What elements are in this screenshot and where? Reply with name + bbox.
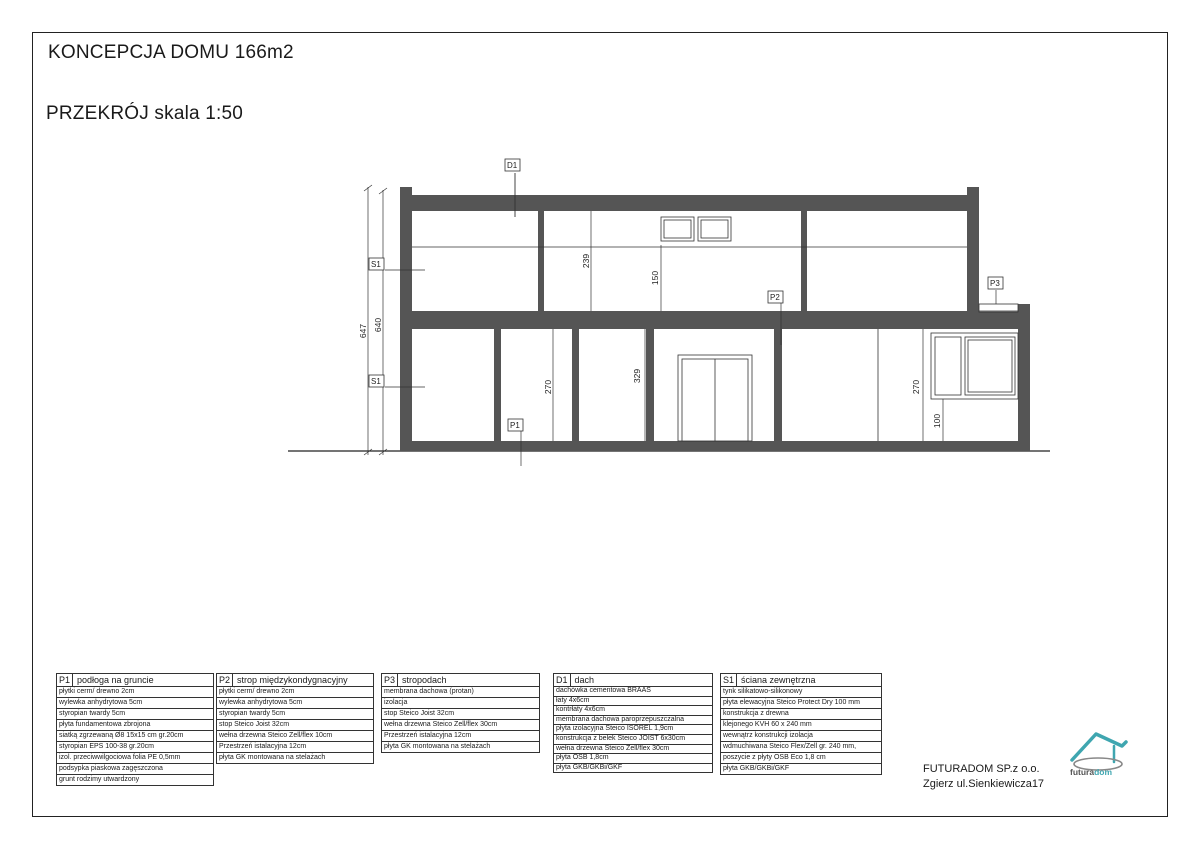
legend-row: płytki cerm/ drewno 2cm xyxy=(57,687,213,698)
legend-row: konstrukcja z belek Steico JOIST 6x30cm xyxy=(554,735,712,745)
floor-slab xyxy=(400,311,1022,329)
legend-title: dach xyxy=(574,675,595,685)
legend-row: poszycie z płyty OSB Eco 1,8 cm xyxy=(721,753,881,764)
legend-row: stop Steico Joist 32cm xyxy=(217,720,373,731)
legend-row: Przestrzeń istalacyjna 12cm xyxy=(382,731,539,742)
legend-code: D1 xyxy=(554,674,571,686)
tag-s1-lower xyxy=(369,375,425,387)
legend-row: wdmuchiwana Steico Flex/Zell gr. 240 mm, xyxy=(721,742,881,753)
dim-wall-height: 640 xyxy=(373,317,383,333)
legend-p2 xyxy=(216,673,374,764)
logo-wordmark: futuradom xyxy=(1070,767,1113,777)
svg-text:D1: D1 xyxy=(507,161,518,170)
section-scale-title: PRZEKRÓJ skala 1:50 xyxy=(46,103,244,124)
legend-row: klejonego KVH 60 x 240 mm xyxy=(721,720,881,731)
legend-row: izolacja xyxy=(382,698,539,709)
legend-row: wewnątrz konstrukcji izolacja xyxy=(721,731,881,742)
legend-row: grunt rodzimy utwardzony xyxy=(59,776,140,783)
tag-p3 xyxy=(988,277,1003,289)
legend-row: wełna drzewna Steico Zell/flex 30cm xyxy=(554,745,712,755)
legend-code: P3 xyxy=(382,674,398,686)
legend-row: wełna drzewna Steico Zell/flex 10cm xyxy=(217,731,373,742)
svg-text:P1: P1 xyxy=(510,421,520,430)
legend-row: wylewka anhydrytowa 5cm xyxy=(217,698,373,709)
drawing-title: KONCEPCJA DOMU 166m2 xyxy=(48,42,294,63)
upper-windows xyxy=(661,217,731,241)
legend-s1 xyxy=(720,673,882,775)
legend-row: płyta OSB 1,8cm xyxy=(554,754,712,764)
upper-partition-2 xyxy=(801,211,807,311)
ground-partition-4 xyxy=(774,329,782,441)
legend-row: wełna drzewna Steico Zell/flex 30cm xyxy=(382,720,539,731)
legend-row: membrana dachowa (protan) xyxy=(382,687,539,698)
legend-row: kontrłaty 4x6cm xyxy=(554,706,712,716)
legend-row: podsypka piaskowa zagęszczona xyxy=(57,764,213,775)
legend-code: P1 xyxy=(57,674,73,686)
tag-p2 xyxy=(768,291,783,303)
legend-row: membrana dachowa paroprzepuszczalna xyxy=(554,716,712,726)
legend-row: płyta fundamentowa zbrojona xyxy=(57,720,213,731)
legend-row: płyta GK montowana na stelażach xyxy=(219,754,326,761)
company-address: Zgierz ul.Sienkiewicza17 xyxy=(923,778,1045,790)
dim-upper-room: 239 xyxy=(581,253,591,269)
legend-row: siatką zgrzewaną Ø8 15x15 cm gr.20cm xyxy=(57,731,213,742)
legend-row: tynk silikatowo-silikonowy xyxy=(721,687,881,698)
tag-p1 xyxy=(508,419,523,431)
legend-row: styropian twardy 5cm xyxy=(217,709,373,720)
ground-slab xyxy=(400,441,1030,451)
svg-text:P2: P2 xyxy=(770,293,780,302)
legend-p1 xyxy=(56,673,214,786)
legend-p3 xyxy=(381,673,540,753)
svg-text:S1: S1 xyxy=(371,260,381,269)
legend-row: płyta GKB/GKBi/GKF xyxy=(556,763,623,771)
tag-s1-upper xyxy=(369,258,425,270)
legend-title: podłoga na gruncie xyxy=(77,675,154,685)
legend-row: Przestrzeń istalacyjna 12cm xyxy=(217,742,373,753)
legend-row: styropian twardy 5cm xyxy=(57,709,213,720)
ground-partition-2 xyxy=(572,329,579,441)
legend-code: P2 xyxy=(217,674,233,686)
legend-row: łaty 4x6cm xyxy=(554,697,712,707)
upper-partition-1 xyxy=(538,211,544,311)
dim-stair-void: 329 xyxy=(632,368,642,384)
legend-row: płyta elewacyjna Steico Protect Dry 100 mm xyxy=(721,698,881,709)
svg-text:P3: P3 xyxy=(990,279,1000,288)
legend-title: strop międzykondygnacyjny xyxy=(237,675,348,685)
ground-partition-1 xyxy=(494,329,501,441)
legend-row: płyta GKB/GKBi/GKF xyxy=(723,765,790,772)
legend-row: stop Steico Joist 32cm xyxy=(382,709,539,720)
upper-right-wall xyxy=(967,187,979,312)
right-window xyxy=(931,333,1018,399)
dim-right-room: 270 xyxy=(911,379,921,395)
legend-title: stropodach xyxy=(402,675,447,685)
legend-code: S1 xyxy=(721,674,737,686)
right-wall xyxy=(1018,304,1030,451)
dim-sill: 100 xyxy=(932,413,942,429)
legend-row: płyta GK montowana na stelażach xyxy=(384,743,491,750)
legend-row: wylewka anhydrytowa 5cm xyxy=(57,698,213,709)
legend-title: ściana zewnętrzna xyxy=(741,675,816,685)
svg-text:S1: S1 xyxy=(371,377,381,386)
dim-total-height: 647 xyxy=(358,323,368,339)
legend-row: konstrukcja z drewna xyxy=(721,709,881,720)
legend-d1 xyxy=(553,673,713,773)
legend-row: dachówka cementowa BRAAS xyxy=(554,687,712,697)
roof-slab xyxy=(400,195,979,211)
ground-partition-3 xyxy=(646,329,654,441)
legend-row: płyta izolacyjna Steico ISOREL 1,9cm xyxy=(554,725,712,735)
dim-window-upper: 150 xyxy=(650,270,660,286)
company-name: FUTURADOM SP.z o.o. xyxy=(923,763,1040,775)
dim-ground-room: 270 xyxy=(543,379,553,395)
legend-row: styropian EPS 100-38 gr.20cm xyxy=(57,742,213,753)
ground-door xyxy=(678,355,752,441)
legend-row: izol. przeciwwilgociowa folia PE 0,5mm xyxy=(57,753,213,764)
legend-row: płytki cerm/ drewno 2cm xyxy=(217,687,373,698)
company-info xyxy=(923,762,1044,792)
